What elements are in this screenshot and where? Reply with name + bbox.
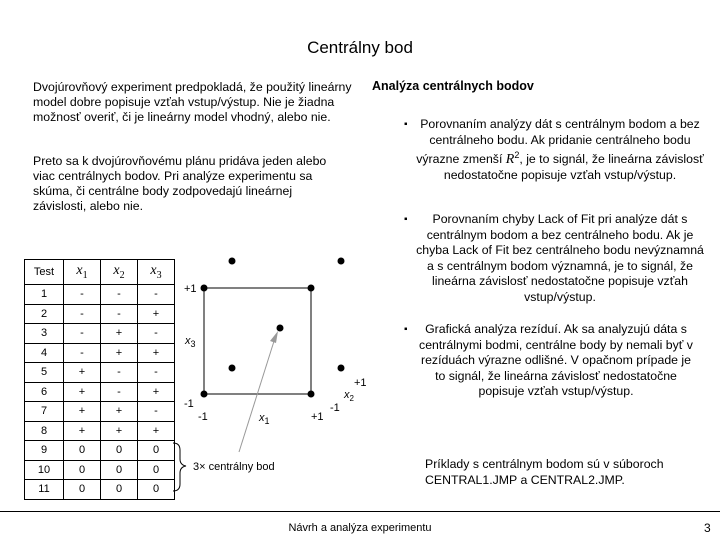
table-cell: + bbox=[101, 324, 138, 344]
bullet-r-squared: Porovnaním analýzy dát s centrálnym bodom a bez centrálneho bodu. Ak pridanie centrálneho bodu výrazne zmenší $R^2$, je to signál, že lineárna závislosť nedostatočne popisuje vzťah vstup/výstup. bbox=[416, 117, 704, 182]
table-cell: 0 bbox=[138, 460, 175, 480]
table-cell: - bbox=[64, 343, 101, 363]
table-cell: - bbox=[138, 402, 175, 422]
table-cell: 9 bbox=[25, 441, 64, 461]
table-cell: - bbox=[138, 324, 175, 344]
intro-paragraph: Dvojúrovňový experiment predpokladá, že použitý lineárny model dobre popisuje vzťah vstup/výstup. Nie je žiadna možnosť overiť, či je lineárny model vhodný, alebo nie. bbox=[33, 80, 352, 124]
table-cell: - bbox=[64, 324, 101, 344]
center-points-label: 3× centrálny bod bbox=[193, 461, 275, 473]
table-cell: - bbox=[138, 363, 175, 383]
table-cell: 0 bbox=[138, 480, 175, 500]
design-point bbox=[308, 391, 315, 398]
table-header-x2: $x_2$ bbox=[101, 260, 138, 285]
table-cell: + bbox=[64, 382, 101, 402]
x1-axis-label: $x_1$ bbox=[259, 412, 270, 426]
x2-axis-label: $x_2$ bbox=[344, 389, 354, 403]
table-cell: 2 bbox=[25, 304, 64, 324]
table-cell: - bbox=[138, 285, 175, 305]
design-point bbox=[229, 365, 236, 372]
center-arrow-line bbox=[239, 338, 275, 452]
footer-text: Návrh a analýza experimentu bbox=[288, 522, 432, 534]
table-cell: 0 bbox=[64, 480, 101, 500]
table-cell: 4 bbox=[25, 343, 64, 363]
table-cell: - bbox=[101, 285, 138, 305]
table-cell: - bbox=[101, 363, 138, 383]
bullet-residuals: Grafická analýza rezíduí. Ak sa analyzujú dáta s centrálnymi bodmi, centrálne body by nemali byť v rezíduách výrazne odlišné. V opačnom prípade je to signál, že lineárna závislosť nedostatočne popisuje vzťah vstup/výstup. bbox=[419, 322, 693, 398]
x3-axis-label: $x_3$ bbox=[185, 335, 196, 349]
table-cell: + bbox=[64, 402, 101, 422]
x3-plus-label: +1 bbox=[184, 283, 197, 295]
table-cell: - bbox=[101, 382, 138, 402]
x1-minus-label: -1 bbox=[198, 411, 208, 423]
table-cell: 11 bbox=[25, 480, 64, 500]
table-cell: 6 bbox=[25, 382, 64, 402]
page-title: Centrálny bod bbox=[307, 38, 413, 57]
table-cell: + bbox=[64, 421, 101, 441]
design-point bbox=[308, 285, 315, 292]
table-cell: + bbox=[138, 421, 175, 441]
table-cell: + bbox=[101, 343, 138, 363]
table-cell: 8 bbox=[25, 421, 64, 441]
table-cell: 0 bbox=[101, 480, 138, 500]
table-cell: + bbox=[101, 421, 138, 441]
footer-divider bbox=[0, 511, 720, 512]
table-cell: + bbox=[138, 304, 175, 324]
table-header-x1: $x_1$ bbox=[64, 260, 101, 285]
table-cell: 0 bbox=[64, 441, 101, 461]
table-cell: + bbox=[138, 343, 175, 363]
center-rows-brace bbox=[173, 443, 186, 491]
table-cell: - bbox=[101, 304, 138, 324]
table-cell: 0 bbox=[101, 460, 138, 480]
center-arrow-head bbox=[270, 331, 278, 343]
table-cell: 0 bbox=[101, 441, 138, 461]
design-point bbox=[229, 258, 236, 265]
bullet-icon: ▪ bbox=[404, 214, 408, 225]
table-cell: 0 bbox=[64, 460, 101, 480]
center-point-paragraph: Preto sa k dvojúrovňovému plánu pridáva jeden alebo viac centrálnych bodov. Pri analýze experimentu sa skúma, či centrálne body zodpovedajú lineárnej závislosti, alebo nie. bbox=[33, 154, 327, 213]
design-point bbox=[201, 391, 208, 398]
center-point bbox=[277, 325, 284, 332]
table-cell: + bbox=[64, 363, 101, 383]
table-cell: 5 bbox=[25, 363, 64, 383]
table-cell: - bbox=[64, 304, 101, 324]
bullet-icon: ▪ bbox=[404, 119, 408, 130]
analysis-heading: Analýza centrálnych bodov bbox=[372, 79, 534, 93]
table-cell: + bbox=[138, 382, 175, 402]
design-point bbox=[338, 258, 345, 265]
table-cell: 3 bbox=[25, 324, 64, 344]
table-cell: - bbox=[64, 285, 101, 305]
examples-note: Príklady s centrálnym bodom sú v súboroch CENTRAL1.JMP a CENTRAL2.JMP. bbox=[425, 457, 664, 487]
design-point bbox=[201, 285, 208, 292]
table-cell: 10 bbox=[25, 460, 64, 480]
x1-plus-label: +1 bbox=[311, 411, 324, 423]
x3-minus-label: -1 bbox=[184, 398, 194, 410]
x2-plus-label: +1 bbox=[354, 377, 367, 389]
bullet-lack-of-fit: Porovnaním chyby Lack of Fit pri analýze dát s centrálnym bodom a bez centrálneho bodu. Ak je chyba Lack of Fit bez centrálneho bodu nevýznamná a s centrálnym bodom významná, je to signál, že lineárna závislosť nedostatočne popisuje vzťah vstup/výstup. bbox=[416, 212, 704, 304]
design-point bbox=[338, 365, 345, 372]
x2-minus-label: -1 bbox=[330, 402, 340, 414]
table-header-test: Test bbox=[25, 260, 64, 285]
table-cell: 7 bbox=[25, 402, 64, 422]
table-header-x3: $x_3$ bbox=[138, 260, 175, 285]
table-cell: 1 bbox=[25, 285, 64, 305]
cube-face bbox=[204, 288, 311, 394]
table-cell: 0 bbox=[138, 441, 175, 461]
bullet-icon: ▪ bbox=[404, 324, 408, 335]
table-cell: + bbox=[101, 402, 138, 422]
page-number: 3 bbox=[704, 521, 711, 535]
